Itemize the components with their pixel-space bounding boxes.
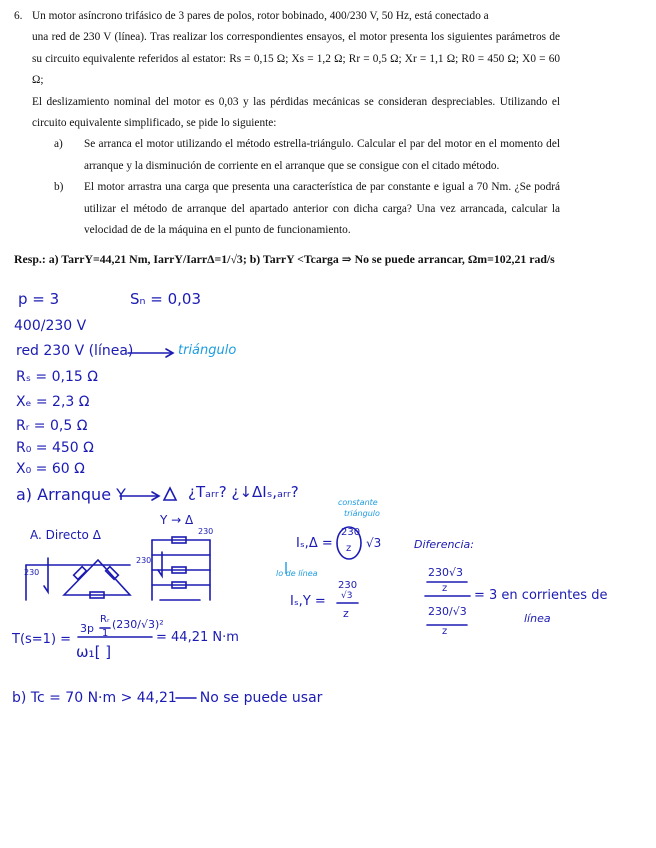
note-part-a-heading: a) Arranque Y: [16, 485, 126, 504]
note-constante: constante: [338, 498, 378, 507]
note-torque-rr: Rᵣ: [100, 614, 110, 625]
note-nominal-slip: Sₙ = 0,03: [130, 290, 202, 308]
note-pole-pairs: p = 3: [18, 290, 60, 308]
note-is-star-label: Iₛ,Y =: [290, 594, 326, 609]
resistor-icon: [74, 567, 87, 580]
answer-line: Resp.: a) TarrY=44,21 Nm, IarrY/IarrΔ=1/√3; b) TarrY <Tcarga ⇒ No se puede arrancar, Ωm=102,21 rad/s: [14, 252, 555, 266]
note-is-delta-label: Iₛ,Δ =: [296, 536, 333, 551]
note-torque-voltage: (230/√3)²: [112, 618, 164, 631]
note-star-delta: Y → Δ: [160, 513, 194, 527]
note-xe: Xₑ = 2,3 Ω: [16, 394, 90, 410]
problem-number: 6.: [14, 10, 23, 22]
note-is-delta-num: 230: [341, 527, 361, 538]
note-torque-denominator: ω₁[ ]: [76, 643, 112, 661]
note-diff-den-den: z: [442, 626, 448, 637]
question-b-label: b): [54, 181, 64, 194]
note-diff-num-den: z: [442, 583, 448, 594]
note-is-delta-sqrt3: √3: [366, 536, 382, 550]
question-b-text: El motor arrastra una carga que presenta una característica de par constante e igual a 70 Nm. ¿Se podrá utilizar el método de arranque del apartado anterior con dicha carga? Una vez arrancada, calcular la velocidad de de la máquina en el punto de funcionamiento.: [84, 181, 560, 237]
note-diff-den: 230/√3: [428, 605, 467, 618]
note-is-star-rad: √3: [341, 591, 353, 601]
note-torque-result: = 44,21 N·m: [156, 630, 239, 645]
note-diff-num: 230√3: [428, 566, 464, 579]
resistor-icon: [106, 567, 119, 580]
problem-intro-line1: Un motor asíncrono trifásico de 3 pares de polos, rotor bobinado, 400/230 V, 50 Hz, está conectado a: [32, 10, 489, 22]
note-part-a-questions: ¿Tₐᵣᵣ? ¿↓ΔIₛ,ₐᵣᵣ?: [188, 483, 299, 501]
question-a-text: Se arranca el motor utilizando el método estrella-triángulo. Calcular el par del motor en el momento del arranque y la disminución de corriente en el arranque que se consigue con el citado método.: [84, 138, 560, 172]
note-part-b: b) Tc = 70 N·m > 44,21 — No se puede usar: [12, 690, 323, 706]
note-rr: Rᵣ = 0,5 Ω: [16, 418, 88, 434]
note-triangle: triángulo: [178, 343, 237, 358]
voltage-arrow-icon: [44, 558, 48, 592]
note-230-a: 230: [24, 568, 40, 577]
note-triangulo-2: triángulo: [344, 509, 380, 518]
note-x0: X₀ = 60 Ω: [16, 461, 85, 477]
note-torque-one: 1: [102, 628, 109, 639]
note-230-c: 230: [136, 556, 152, 565]
note-torque-label: T(s=1) =: [12, 632, 72, 647]
question-a-label: a): [54, 138, 63, 151]
note-grid-voltage: red 230 V (línea): [16, 343, 134, 359]
note-linea: línea: [524, 612, 551, 625]
note-is-star-den: z: [343, 607, 349, 620]
note-230-b: 230: [198, 527, 214, 536]
note-is-star-num: 230: [338, 580, 358, 591]
note-is-delta-den: z: [346, 543, 352, 554]
problem-intro-rest: una red de 230 V (línea). Tras realizar los correspondientes ensayos, el motor presenta los siguientes parámetros de su circuito equivalente referidos al estator: Rs = 0,15 Ω; Xs = 1,2 Ω; Rr = 0,5 Ω; Xr = 1,1 Ω; R0 = 450 Ω; X0 = 60 Ω;: [32, 31, 560, 87]
note-r0: R₀ = 450 Ω: [16, 440, 94, 456]
problem-paragraph-2: El deslizamiento nominal del motor es 0,03 y las pérdidas mecánicas se consideran despreciables. Utilizando el circuito equivalente simplificado, se pide lo siguiente:: [32, 95, 560, 130]
note-de-linea: lo de línea: [276, 569, 318, 578]
note-diferencia: Diferencia:: [414, 538, 474, 551]
note-voltage-rating: 400/230 V: [14, 318, 87, 334]
delta-icon: [164, 488, 176, 500]
note-direct-delta: A. Directo Δ: [30, 528, 101, 542]
note-diff-result: = 3 en corrientes de: [474, 588, 608, 603]
note-rs: Rₛ = 0,15 Ω: [16, 369, 98, 385]
note-torque-3p: 3p: [80, 622, 94, 635]
